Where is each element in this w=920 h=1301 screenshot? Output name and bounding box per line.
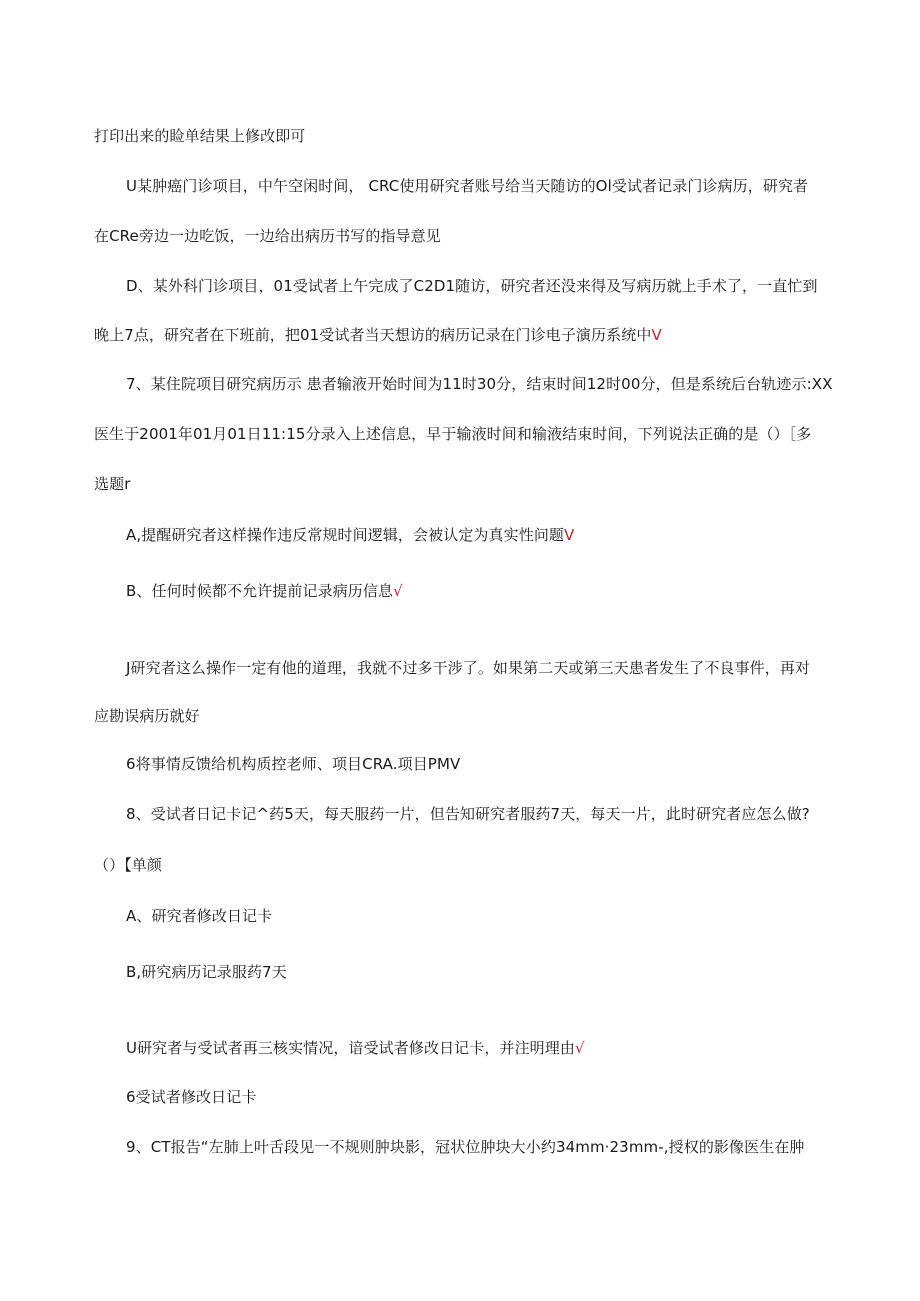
text-line-10 bbox=[126, 581, 403, 601]
line-text: A,提醒研究者这样操作违反常规时间逻辑，会被认定为真实性问题 bbox=[126, 526, 565, 544]
text-line-15 bbox=[94, 855, 162, 875]
line-text: 9、CT报告“左肺上叶舌段见一不规则肿块影，冠状位肿块大小约34mm·23mm-,授权的影像医生在肿 bbox=[126, 1138, 805, 1156]
line-text: 8、受试者日记卡记^药5天，每天服药一片，但告知研究者服药7天，每天一片，此时研究者应怎么做? bbox=[126, 805, 810, 823]
text-line-5 bbox=[94, 325, 662, 345]
text-line-20 bbox=[126, 1137, 805, 1157]
line-text: U某肿癌门诊项目，中午空闲时间， CRC使用研究者账号给当天随访的Ol受试者记录门诊病历，研究者 bbox=[126, 177, 809, 195]
check-mark: √ bbox=[574, 1039, 585, 1057]
line-text: 医生于2001年01月01日11:15分录入上述信息，早于输液时间和输液结束时间，下列说法正确的是（）［多 bbox=[94, 425, 812, 443]
line-text: 打印出来的睑单结果上修改即可 bbox=[94, 127, 306, 145]
line-text: 6将事情反馈给机构质控老师、项目CRA.项目PMV bbox=[126, 755, 461, 773]
line-text: 晚上7点，研究者在下班前，把01受试者当天想访的病历记录在门诊电子演历系统中 bbox=[94, 326, 652, 344]
check-mark: V bbox=[564, 526, 575, 544]
text-line-16 bbox=[126, 906, 272, 926]
text-line-14 bbox=[126, 804, 810, 824]
line-text: U研究者与受试者再三核实情况，谙受试者修改日记卡，并注明理由 bbox=[126, 1039, 575, 1057]
line-text: A、研究者修改日记卡 bbox=[126, 907, 273, 925]
line-text: 6受试者修改日记卡 bbox=[126, 1088, 257, 1106]
text-line-11 bbox=[126, 658, 810, 678]
text-line-7 bbox=[94, 424, 811, 444]
text-line-13 bbox=[126, 754, 460, 774]
text-line-12 bbox=[94, 706, 200, 726]
text-line-9 bbox=[126, 525, 574, 545]
text-line-3 bbox=[94, 226, 441, 246]
line-text: 应勘误病历就好 bbox=[94, 707, 200, 725]
text-line-8 bbox=[94, 474, 130, 494]
check-mark: √ bbox=[393, 582, 403, 600]
text-line-18 bbox=[126, 1038, 585, 1058]
text-line-4 bbox=[126, 276, 818, 296]
line-text: 在CRe旁边一边吃饭，一边给出病历书写的指导意见 bbox=[94, 227, 441, 245]
text-line-1 bbox=[94, 126, 305, 146]
text-line-17 bbox=[126, 962, 287, 982]
line-text: D、某外科门诊项目，01受试者上午完成了C2D1随访，研究者还没来得及写病历就上手术了，一直忙到 bbox=[126, 277, 818, 295]
line-text: 选题r bbox=[94, 475, 131, 493]
line-text: J研究者这么操作一定有他的道理，我就不过多干涉了。如果第二天或第三天患者发生了不良事件，再对 bbox=[126, 659, 811, 677]
line-text: （）【单颜 bbox=[94, 856, 163, 874]
text-line-2 bbox=[126, 176, 808, 196]
line-text: 7、某住院项目研究病历示 患者输液开始时间为11时30分，结束时间12时00分，但是系统后台轨迹示:XX bbox=[126, 375, 833, 393]
line-text: B、任何时候都不允许提前记录病历信息 bbox=[126, 582, 394, 600]
text-line-19 bbox=[126, 1087, 256, 1107]
text-line-6 bbox=[126, 374, 832, 394]
line-text: B,研究病历记录服药7天 bbox=[126, 963, 287, 981]
check-mark: V bbox=[651, 326, 662, 344]
